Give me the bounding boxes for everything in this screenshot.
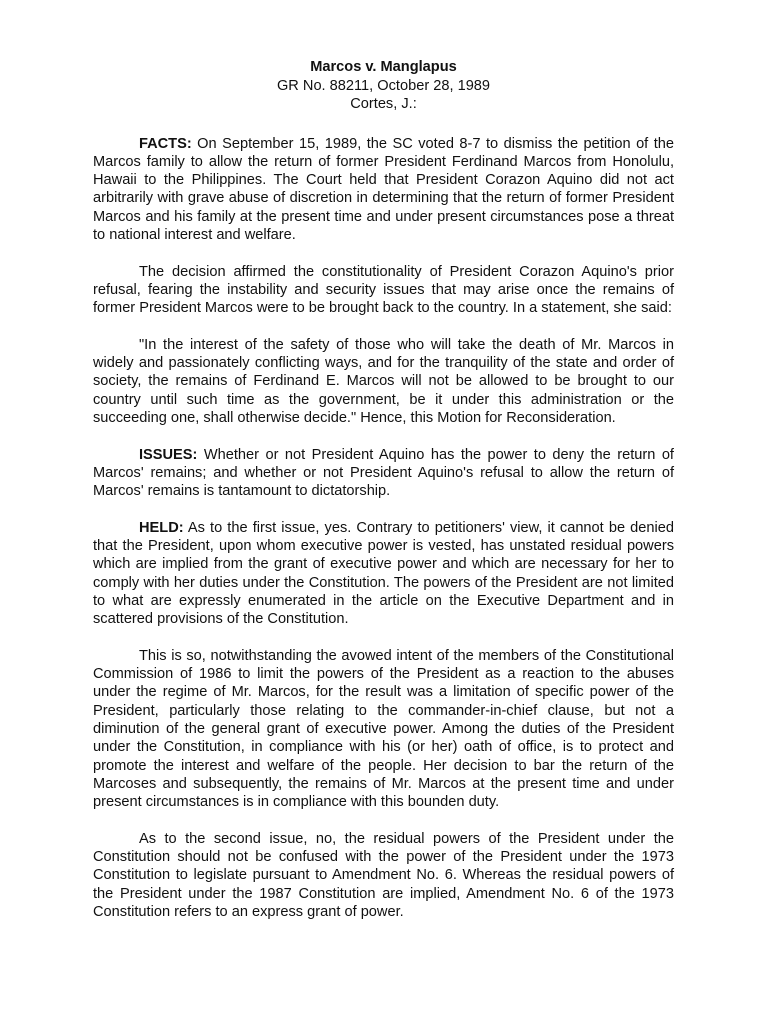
reasoning-text: This is so, notwithstanding the avowed intent of the members of the Constitutional Commission of 1986 to limit the powers of the President as a reaction to the abuses under the regime of Mr. Marcos, for the result was a limitation of specific power of the President, particularly those relating to the commander-in-chief clause, but not a diminution of the general grant of executive power. Among the duties of the President under the Constitution, in compliance with his (or her) oath of office, is to protect and promote the interest and welfare of the people. Her decision to bar the return of the Marcoses and subsequently, the remains of Mr. Marcos at the present time and under present circumstances is in compliance with this bounden duty. (93, 647, 674, 811)
case-header (93, 58, 674, 114)
statement-quote-text: "In the interest of the safety of those who will take the death of Mr. Marcos in widely and passionately conflicting ways, and for the tranquility of the state and order of society, the remains of Ferdinand E. Marcos will not be allowed to be brought to our country until such time as the government, be it under this administration or the succeeding one, shall otherwise decide." Hence, this Motion for Reconsideration. (93, 336, 674, 426)
held-paragraph (93, 519, 674, 629)
second-issue-text: As to the second issue, no, the residual powers of the President under the Constitution should not be confused with the power of the President under the 1973 Constitution to legislate pursuant to Amendment No. 6. Whereas the residual powers of the President under the 1987 Constitution are implied, Amendment No. 6 of the 1973 Constitution refers to an express grant of power. (93, 830, 674, 920)
case-citation: GR No. 88211, October 28, 1989 (276, 77, 491, 94)
reasoning-paragraph (93, 647, 674, 812)
held-text: As to the first issue, yes. Contrary to petitioners' view, it cannot be denied that the President, upon whom executive power is vested, has unstated residual powers which are implied from the grant of executive power and which are necessary for her to comply with her duties under the Constitution. The powers of the President are not limited to what are expressly enumerated in the article on the Executive Department and in scattered provisions of the Constitution. (93, 519, 674, 628)
case-ponente: Cortes, J.: (350, 96, 417, 112)
statement-quote-paragraph (93, 336, 674, 427)
decision-paragraph (93, 263, 674, 318)
decision-text: The decision affirmed the constitutionality of President Corazon Aquino's prior refusal, fearing the instability and security issues that may arise once the remains of former President Marcos were to be brought back to the country. In a statement, she said: (93, 263, 674, 317)
issues-heading: ISSUES: (139, 446, 198, 463)
document-page (93, 58, 674, 921)
held-heading: HELD: (139, 519, 184, 536)
facts-paragraph (93, 135, 674, 245)
facts-heading: FACTS: (139, 135, 192, 152)
issues-text: Whether or not President Aquino has the power to deny the return of Marcos' remains; and whether or not President Aquino's refusal to allow the return of Marcos' remains is tantamount to dictatorship. (93, 446, 674, 500)
facts-text: On September 15, 1989, the SC voted 8-7 to dismiss the petition of the Marcos family to allow the return of former President Ferdinand Marcos from Honolulu, Hawaii to the Philippines. The Court held that President Corazon Aquino did not act arbitrarily with grave abuse of discretion in determining that the return of former President Marcos and his family at the present time and under present circumstances pose a threat to national interest and welfare. (93, 135, 674, 243)
issues-paragraph (93, 446, 674, 501)
second-issue-paragraph (93, 830, 674, 921)
case-title: Marcos v. Manglapus (310, 59, 457, 75)
